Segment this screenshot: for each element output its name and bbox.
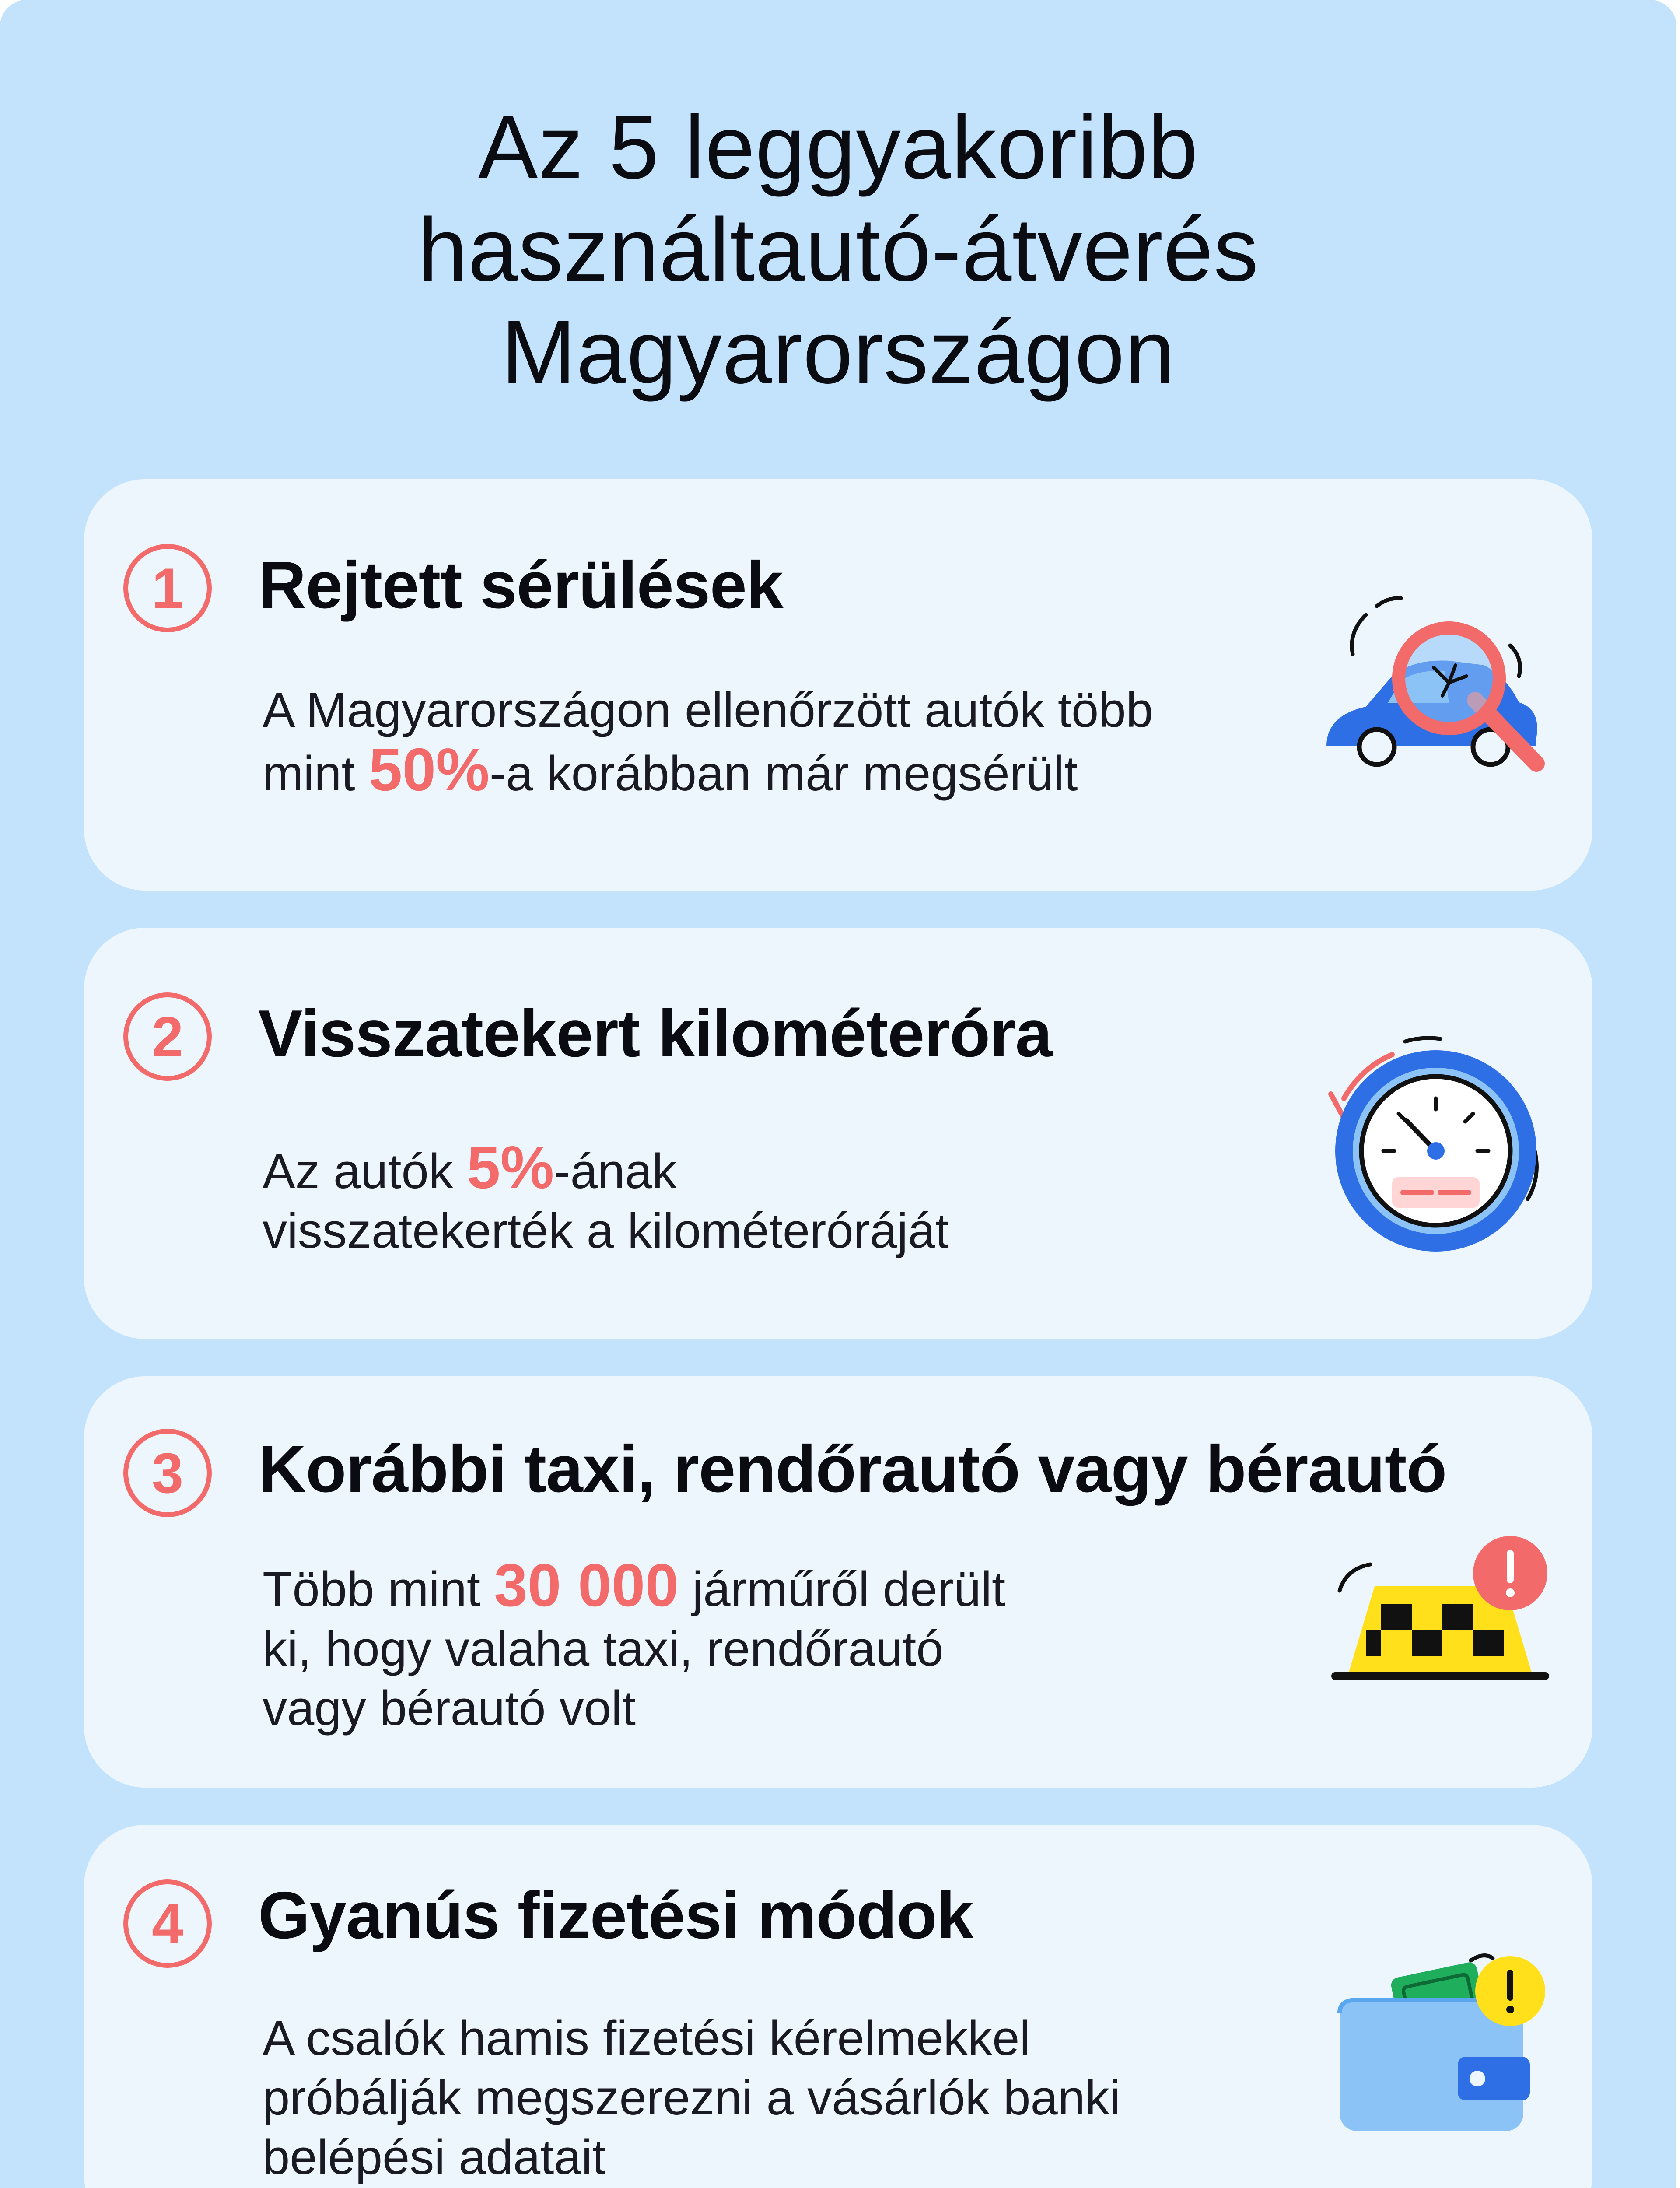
odometer-icon [1305, 1033, 1558, 1260]
scam-card-suspicious-payment [84, 1825, 1592, 2188]
item-description: Több mint 30 000 járműről derült ki, hogy valaha taxi, rendőrautó vagy bérautó volt [262, 1552, 1006, 1736]
wallet-warning-icon [1326, 1934, 1572, 2153]
item-heading: Visszatekert kilométeróra [258, 996, 1052, 1071]
page-title [0, 96, 1676, 403]
title-line-2: használtautó-átverés [417, 200, 1259, 300]
item-description: A csalók hamis fizetési kérelmekkel próbálják megszerezni a vásárlók banki belépési adatait [262, 2011, 1120, 2184]
item-description: A Magyarországon ellenőrzött autók több mint 50%-a korábban már megsérült [262, 683, 1153, 803]
item-number-badge: 2 [123, 992, 212, 1081]
scam-card-odometer [84, 928, 1592, 1339]
title-line-3: Magyarországon [501, 302, 1176, 402]
item-heading: Rejtett sérülések [258, 548, 783, 622]
item-number-badge: 1 [123, 544, 212, 632]
item-number-badge: 4 [123, 1879, 212, 1968]
item-number-badge: 3 [123, 1429, 212, 1517]
scam-card-former-taxi [84, 1376, 1592, 1788]
item-heading: Korábbi taxi, rendőrautó vagy bérautó [258, 1432, 1447, 1506]
damaged-car-magnifier-icon [1318, 589, 1563, 799]
scam-card-hidden-damage [84, 479, 1592, 891]
highlight-value: 30 000 [494, 1552, 679, 1619]
taxi-sign-warning-icon [1322, 1534, 1567, 1709]
highlight-value: 50% [368, 736, 490, 803]
item-heading: Gyanús fizetési módok [258, 1878, 973, 1953]
item-description: Az autók 5%-ának visszatekerték a kilométeróráját [262, 1134, 949, 1258]
highlight-value: 5% [466, 1134, 554, 1201]
title-line-1: Az 5 leggyakoribb [478, 97, 1199, 197]
